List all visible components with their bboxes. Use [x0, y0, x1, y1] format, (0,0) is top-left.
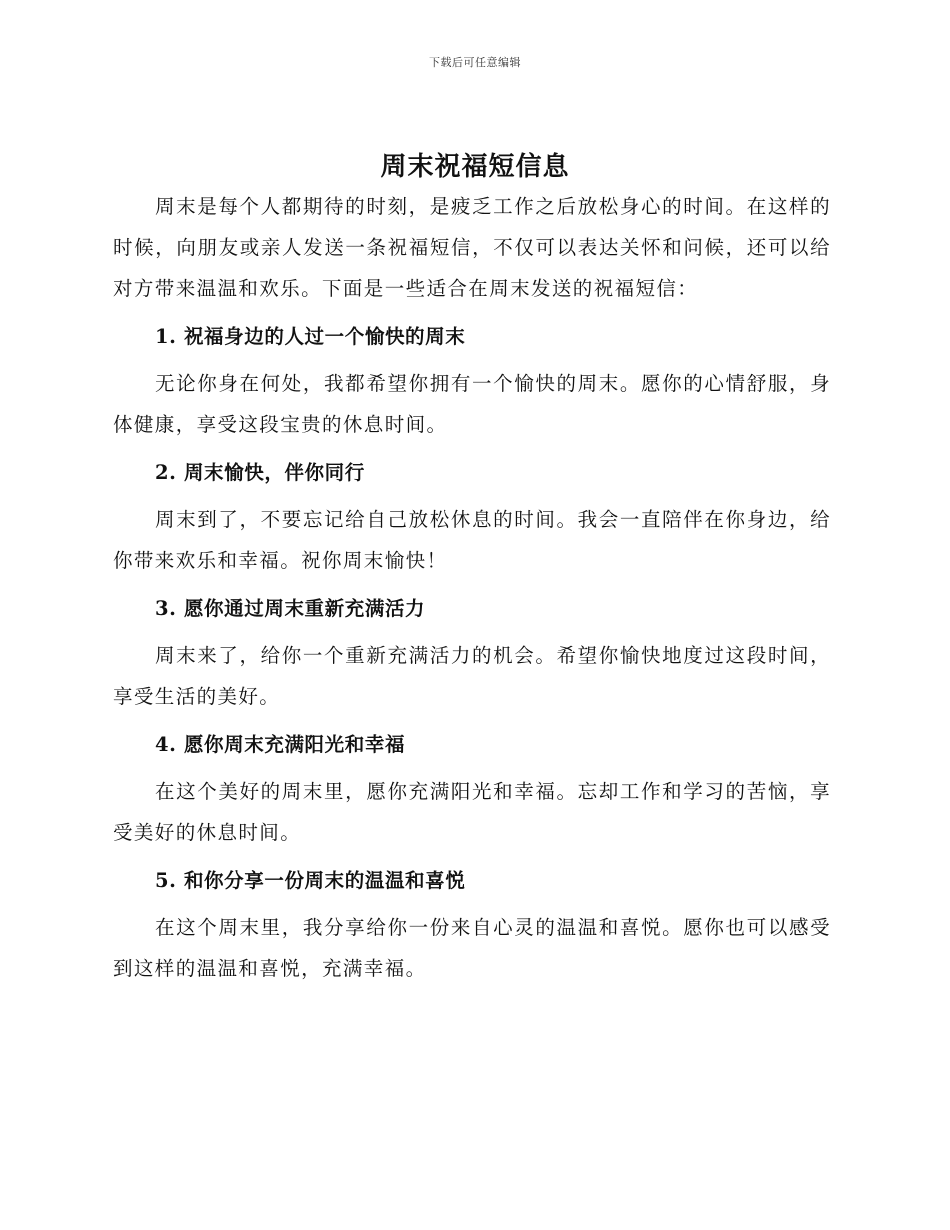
section-body: 周末来了，给你一个重新充满活力的机会。希望你愉快地度过这段时间，享受生活的美好。 [113, 644, 831, 708]
section-4 [113, 731, 831, 853]
section-body: 在这个周末里，我分享给你一份来自心灵的温温和喜悦。愿你也可以感受到这样的温温和喜悦，充满幸福。 [113, 916, 831, 980]
header-note: 下载后可任意编辑 [429, 56, 521, 69]
section-body: 周末到了，不要忘记给自己放松休息的时间。我会一直陪伴在你身边，给你带来欢乐和幸福。祝你周末愉快！ [113, 508, 831, 572]
intro-paragraph: 周末是每个人都期待的时刻，是疲乏工作之后放松身心的时间。在这样的时候，向朋友或亲人发送一条祝福短信，不仅可以表达关怀和问候，还可以给对方带来温温和欢乐。下面是一些适合在周末发送的祝福短信： [113, 195, 831, 300]
section-heading: 3. 愿你通过周末重新充满活力 [155, 597, 426, 620]
section-heading: 1. 祝福身边的人过一个愉快的周末 [155, 325, 466, 348]
section-5 [113, 867, 831, 989]
section-heading: 4. 愿你周末充满阳光和幸福 [155, 733, 406, 756]
section-heading: 2. 周末愉快，伴你同行 [155, 461, 365, 484]
section-heading: 5. 和你分享一份周末的温温和喜悦 [155, 869, 466, 892]
section-2 [113, 459, 831, 581]
section-1 [113, 323, 831, 445]
document-title: 周末祝福短信息 [380, 152, 570, 182]
document-body [113, 186, 831, 997]
section-body: 无论你身在何处，我都希望你拥有一个愉快的周末。愿你的心情舒服，身体健康，享受这段宝贵的休息时间。 [113, 372, 831, 436]
section-3 [113, 595, 831, 717]
section-body: 在这个美好的周末里，愿你充满阳光和幸福。忘却工作和学习的苦恼，享受美好的休息时间。 [113, 780, 831, 844]
